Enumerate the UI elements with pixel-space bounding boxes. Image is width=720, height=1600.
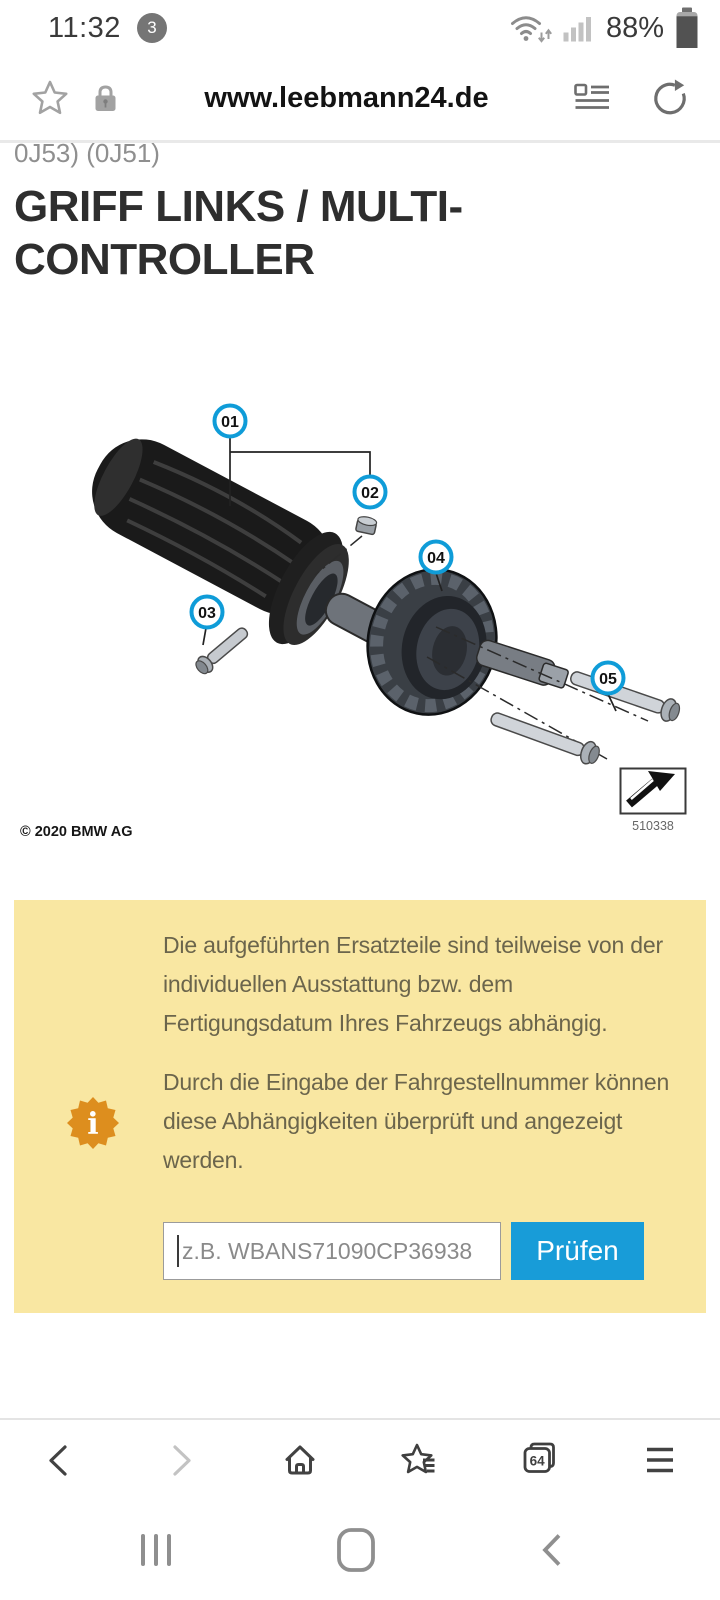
refresh-icon[interactable] bbox=[650, 78, 690, 118]
vin-input[interactable] bbox=[163, 1222, 501, 1280]
callout-label: 05 bbox=[599, 671, 617, 688]
copyright-text: © 2020 BMW AG bbox=[20, 824, 133, 840]
vin-form bbox=[163, 1222, 644, 1280]
callout-04[interactable] bbox=[421, 542, 452, 573]
lock-icon[interactable] bbox=[92, 83, 119, 113]
tabs-icon[interactable] bbox=[520, 1440, 560, 1480]
recents-icon[interactable] bbox=[140, 1533, 176, 1567]
browser-bottom-toolbar bbox=[0, 1418, 720, 1500]
check-vin-button[interactable]: Prüfen bbox=[511, 1222, 644, 1280]
info-paragraph-1: Die aufgeführten Ersatzteile sind teilweise von der individuellen Ausstattung bzw. dem Fertigungsdatum Ihres Fahrzeugs abhängig. bbox=[163, 932, 663, 1036]
home-icon[interactable] bbox=[280, 1440, 320, 1480]
nav-home-icon[interactable] bbox=[337, 1528, 375, 1572]
model-codes-text: 0J53) (0J51) bbox=[14, 143, 160, 168]
nav-back-icon[interactable] bbox=[540, 1532, 564, 1568]
construction-lines bbox=[315, 536, 648, 759]
battery-percent: 88% bbox=[605, 11, 664, 44]
signal-icon bbox=[562, 13, 594, 43]
text-caret bbox=[177, 1235, 179, 1267]
menu-icon[interactable] bbox=[640, 1440, 680, 1480]
info-paragraph-2: Durch die Eingabe der Fahrgestellnummer können diese Abhängigkeiten überprüft und angezeigt werden. bbox=[163, 1069, 670, 1173]
battery-icon bbox=[674, 6, 700, 50]
svg-text:i: i bbox=[87, 1107, 99, 1142]
callout-01[interactable] bbox=[215, 406, 246, 437]
web-page bbox=[0, 143, 720, 1418]
back-icon[interactable] bbox=[40, 1440, 80, 1480]
url-text[interactable]: www.leebmann24.de bbox=[204, 81, 489, 114]
callout-label: 03 bbox=[198, 605, 216, 622]
long-screw-part bbox=[488, 707, 603, 767]
callout-label: 02 bbox=[361, 485, 379, 502]
callout-02[interactable] bbox=[355, 477, 386, 508]
status-bar bbox=[0, 0, 720, 56]
page-title-line1: GRIFF LINKS / MULTI- bbox=[14, 182, 463, 231]
small-screw-part bbox=[193, 623, 252, 677]
parts-diagram bbox=[0, 330, 720, 840]
bookmark-star-icon[interactable] bbox=[30, 78, 70, 118]
notification-badge: 3 bbox=[137, 13, 167, 43]
info-icon bbox=[67, 1097, 119, 1149]
tab-count: 64 bbox=[529, 1453, 545, 1469]
callout-label: 01 bbox=[221, 414, 239, 431]
callout-03[interactable] bbox=[192, 597, 223, 628]
drawing-link-box[interactable] bbox=[621, 769, 686, 834]
clock: 11:32 bbox=[48, 11, 121, 44]
vin-info-box bbox=[14, 900, 706, 1313]
callout-label: 04 bbox=[427, 550, 445, 567]
page-title bbox=[14, 180, 706, 286]
bookmarks-icon[interactable] bbox=[400, 1440, 440, 1480]
nut-part bbox=[355, 515, 377, 535]
forward-icon[interactable] bbox=[160, 1440, 200, 1480]
drawing-number: 510338 bbox=[632, 819, 674, 833]
android-navigation-bar bbox=[0, 1500, 720, 1600]
page-title-line2: CONTROLLER bbox=[14, 235, 315, 284]
browser-address-bar bbox=[0, 56, 720, 140]
wifi-icon bbox=[510, 12, 554, 44]
reader-mode-icon[interactable] bbox=[574, 82, 612, 114]
callout-05[interactable] bbox=[593, 663, 624, 694]
